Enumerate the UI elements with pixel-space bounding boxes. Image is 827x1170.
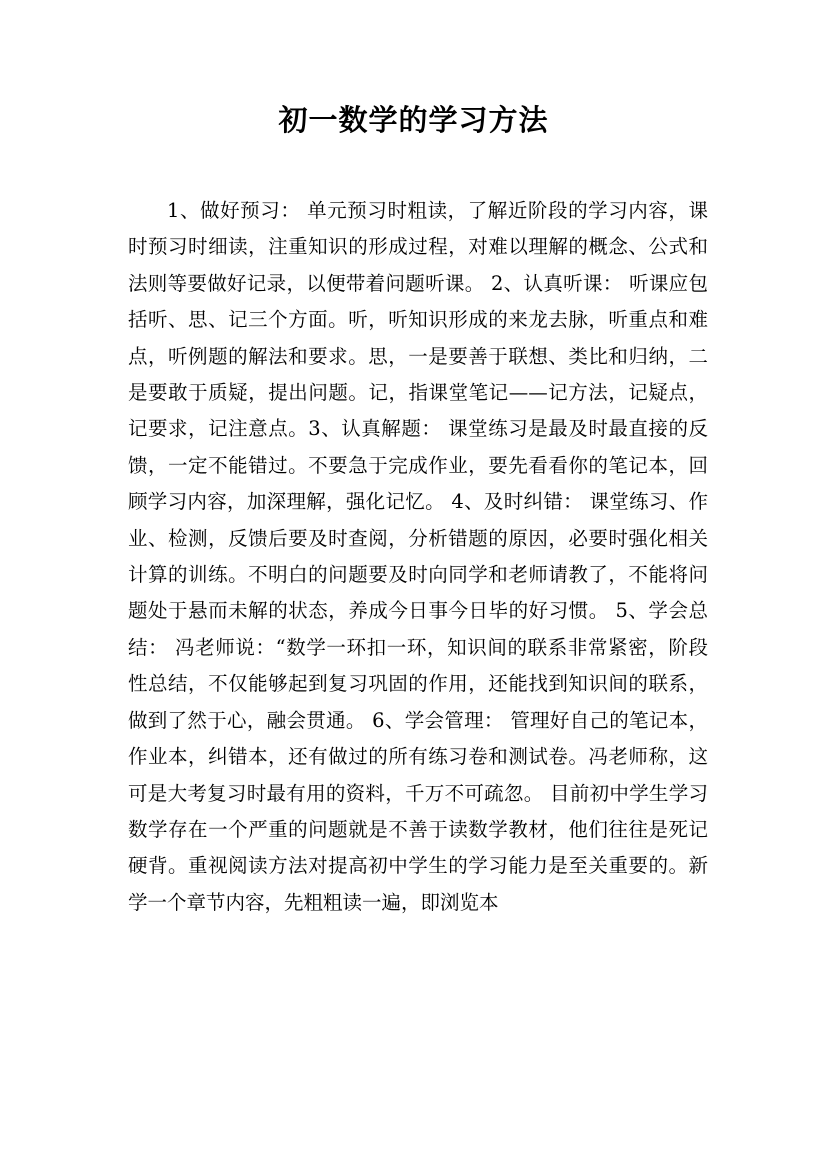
document-title: 初一数学的学习方法 <box>278 103 549 137</box>
document-body-paragraph: 1、做好预习： 单元预习时粗读，了解近阶段的学习内容，课时预习时细读，注重知识的形成过程，对难以理解的概念、公式和法则等要做好记录，以便带着问题听课。 2、认真听课： 听课应包括听、思、记三个方面。听，听知识形成的来龙去脉，听重点和难点，听例题的解法和要求。思，一是要善于联想、类比和归纳，二是要敢于质疑，提出问题。记，指课堂笔记——记方法，记疑点，记要求，记注意点。3、认真解题： 课堂练习是最及时最直接的反馈，一定不能错过。不要急于完成作业，要先看看你的笔记本，回顾学习内容，加深理解，强化记忆。 4、及时纠错： 课堂练习、作业、检测，反馈后要及时查阅，分析错题的原因，必要时强化相关计算的训练。不明白的问题要及时向同学和老师请教了，不能将问题处于悬而未解的状态，养成今日事今日毕的好习惯。 5、学会总结： 冯老师说：“数学一环扣一环，知识间的联系非常紧密，阶段性总结，不仅能够起到复习巩固的作用，还能找到知识间的联系，做到了然于心，融会贯通。 6、学会管理： 管理好自己的笔记本，作业本，纠错本，还有做过的所有练习卷和测试卷。冯老师称，这可是大考复习时最有用的资料，千万不可疏忽。 目前初中学生学习数学存在一个严重的问题就是不善于读数学教材，他们往往是死记硬背。重视阅读方法对提高初中学生的学习能力是至关重要的。新学一个章节内容，先粗粗读一遍，即浏览本 <box>128 199 708 914</box>
